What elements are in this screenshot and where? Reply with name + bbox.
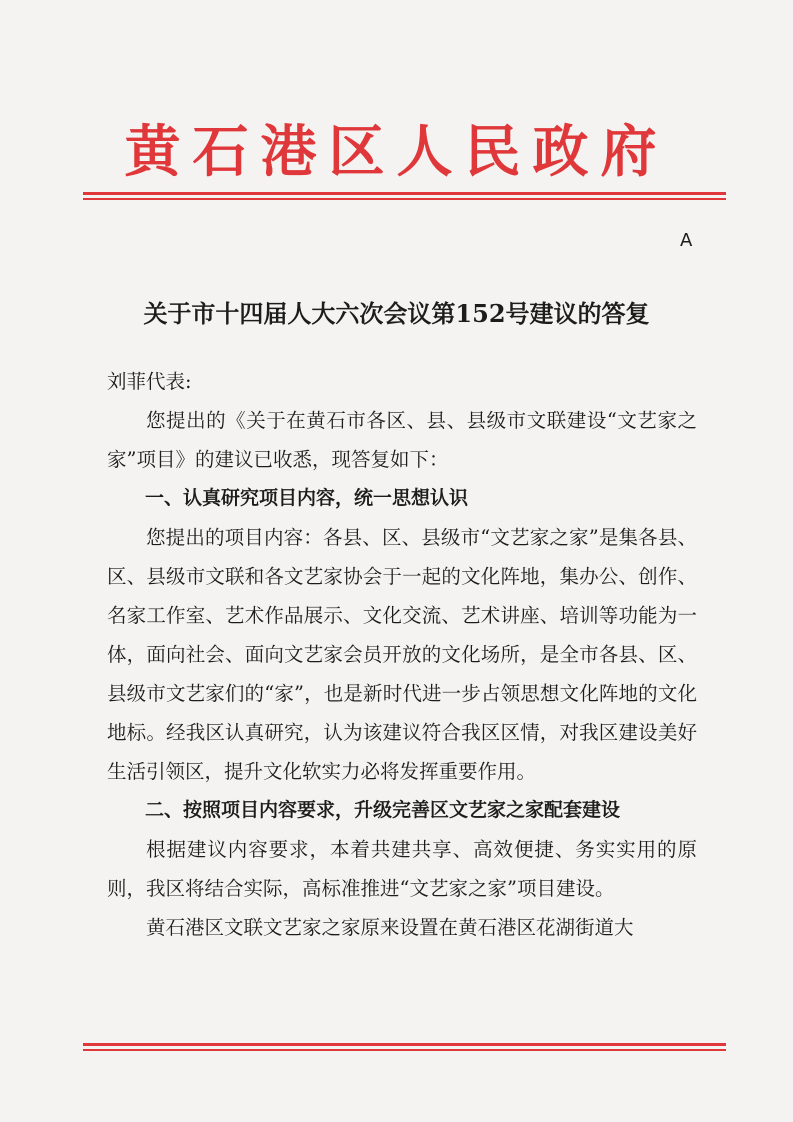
section-1-paragraph: 您提出的项目内容：各县、区、县级市“文艺家之家”是集各县、区、县级市文联和各文艺家协会于一起的文化阵地，集办公、创作、名家工作室、艺术作品展示、文化交流、艺术讲座、培训等功能为一体，面向社会、面向文艺家会员开放的文化场所，是全市各县、区、县级市文艺家们的“家”，也是新时代进一步占领思想文化阵地的文化地标。经我区认真研究，认为该建议符合我区区情，对我区建设美好生活引领区，提升文化软实力必将发挥重要作用。 xyxy=(107,526,697,783)
section-1-heading: 一、认真研究项目内容，统一思想认识 xyxy=(145,487,469,509)
document-body xyxy=(107,362,697,947)
letterhead-red-line xyxy=(83,192,726,195)
document-title: 关于市十四届人大六次会议第152号建议的答复 xyxy=(143,299,650,328)
salutation: 刘菲代表: xyxy=(107,370,192,393)
section-2-paragraph-continued: 黄石港区文联文艺家之家原来设置在黄石港区花湖街道大 xyxy=(146,916,634,939)
intro-paragraph: 您提出的《关于在黄石市各区、县、县级市文联建设“文艺家之家”项目》的建议已收悉，现答复如下： xyxy=(107,409,697,471)
letterhead-org-name: 黄石港区人民政府 xyxy=(124,119,669,185)
section-2-heading: 二、按照项目内容要求，升级完善区文艺家之家配套建设 xyxy=(145,799,621,821)
corner-mark: A xyxy=(680,230,693,251)
footer-red-line-thin xyxy=(83,1049,726,1051)
section-2-paragraph: 根据建议内容要求，本着共建共享、高效便捷、务实实用的原则，我区将结合实际，高标准推进“文艺家之家”项目建设。 xyxy=(107,838,697,900)
footer-red-line xyxy=(83,1043,726,1046)
letterhead-red-line-thin xyxy=(83,198,726,200)
